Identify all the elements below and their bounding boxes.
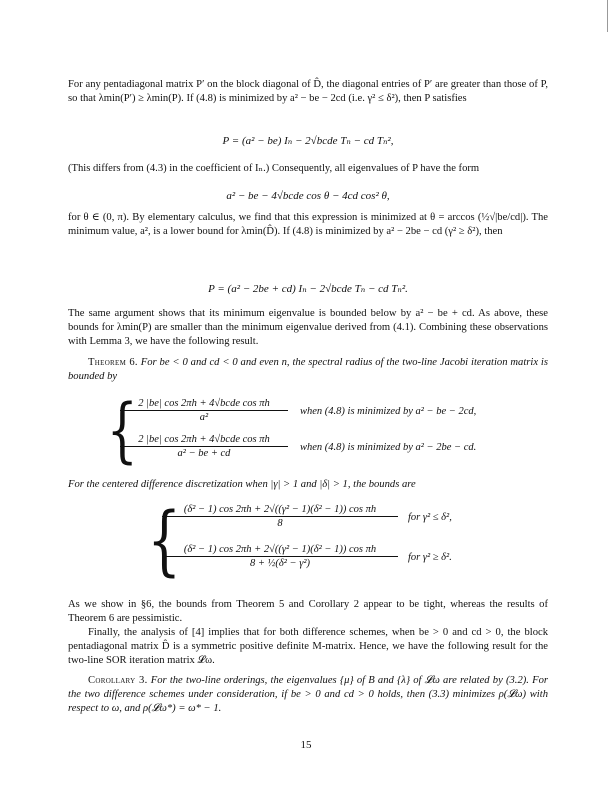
paragraph-centered-difference: For the centered difference discretization when |γ| > 1 and |δ| > 1, the bounds are	[68, 479, 416, 490]
bound-a-condition: when (4.8) is minimized by a² − be − 2cd,	[300, 406, 477, 417]
scan-edge-line	[607, 0, 608, 32]
corollary-3-statement: For the two-line orderings, the eigenvalues {μ} of B and {λ} of 𝓛ω are related by (3.2). For the two difference schemes under consideration, if be > 0 and cd > 0 holds, then (3.3) minimizes ρ(𝓛ω) with respect to ω, and ρ(𝓛ω*) = ω* − 1.	[68, 675, 549, 714]
centered-b-numerator: (δ² − 1) cos 2πh + 2√((γ² − 1)(δ² − 1)) cos πh	[162, 544, 398, 557]
paragraph-section-6: As we show in §6, the bounds from Theorem 5 and Corollary 2 appear to be tight, whereas the results of Theorem 6 are pessimistic.	[68, 599, 548, 624]
paragraph-elementary-calculus: for θ ∈ (0, π). By elementary calculus, we find that this expression is minimized at θ = arccos (½√|be/cd|). The minimum value, a², is a lower bound for λmin(D̂). If (4.8) is minimized by a² − 2be − cd (γ² ≥ δ²), then	[68, 212, 548, 237]
bound-b-denominator: a² − be + cd	[177, 448, 231, 459]
jacobi-bound-cases	[100, 389, 560, 474]
equation-p-second: P = (a² − 2be + cd) Iₙ − 2√bcde Tₙ − cd Tₙ².	[208, 283, 408, 295]
equation-eigenvalue-form: a² − be − 4√bcde cos θ − 4cd cos² θ,	[226, 190, 390, 202]
centered-b-condition: for γ² ≥ δ².	[408, 552, 452, 563]
theorem-6	[68, 356, 548, 384]
bound-b-numerator: 2 |be| cos 2πh + 4√bcde cos πh	[120, 434, 288, 447]
centered-b-denominator: 8 + ½(δ² − γ²)	[249, 558, 311, 569]
bound-fraction-b	[120, 434, 288, 459]
equation-p-first: P = (a² − be) Iₙ − 2√bcde Tₙ − cd Tₙ²,	[222, 135, 394, 147]
centered-fraction-b	[162, 544, 398, 569]
centered-a-condition: for γ² ≤ δ²,	[408, 512, 452, 523]
bound-a-denominator: a²	[199, 412, 209, 423]
centered-bound-cases	[140, 495, 560, 590]
left-brace-icon-2: {	[147, 495, 182, 584]
left-brace-icon: {	[106, 389, 138, 471]
bound-a-numerator: 2 |be| cos 2πh + 4√bcde cos πh	[120, 398, 288, 411]
paragraph-eigenvalues-form: (This differs from (4.3) in the coefficient of Iₙ.) Consequently, all eigenvalues of P have the form	[68, 163, 480, 174]
paragraph-pentadiagonal: For any pentadiagonal matrix P′ on the block diagonal of D̂, the diagonal entries of P′ are greater than those of P, so that λmin(P′) ≥ λmin(P). If (4.8) is minimized by a² − be − 2cd (i.e. γ² ≤ δ²), then P satisfies	[68, 79, 548, 104]
centered-a-numerator: (δ² − 1) cos 2πh + 2√((γ² − 1)(δ² − 1)) cos πh	[162, 504, 398, 517]
corollary-3-heading: Corollary 3.	[88, 675, 148, 686]
corollary-3	[68, 674, 548, 716]
paragraph-same-argument: The same argument shows that its minimum eigenvalue is bounded below by a² − be + cd. As above, these bounds for λmin(P) are smaller than the minimum eigenvalue derived from (4.1). Combining these observations with Lemma 3, we have the following result.	[68, 308, 548, 347]
page-number: 15	[300, 739, 312, 751]
centered-fraction-a	[162, 504, 398, 529]
paragraph-finally: Finally, the analysis of [4] implies that for both difference schemes, when be > 0 and cd > 0, the block pentadiagonal matrix D̂ is a symmetric positive definite M-matrix. Hence, we have the following result for the two-line SOR iteration matrix 𝓛ω.	[68, 627, 548, 666]
theorem-6-heading: Theorem 6.	[88, 357, 138, 368]
bound-fraction-a	[120, 398, 288, 423]
centered-a-denominator: 8	[277, 518, 283, 529]
bound-b-condition: when (4.8) is minimized by a² − 2be − cd.	[300, 442, 477, 453]
theorem-6-statement: For be < 0 and cd < 0 and even n, the spectral radius of the two-line Jacobi iteration matrix is bounded by	[68, 357, 548, 382]
